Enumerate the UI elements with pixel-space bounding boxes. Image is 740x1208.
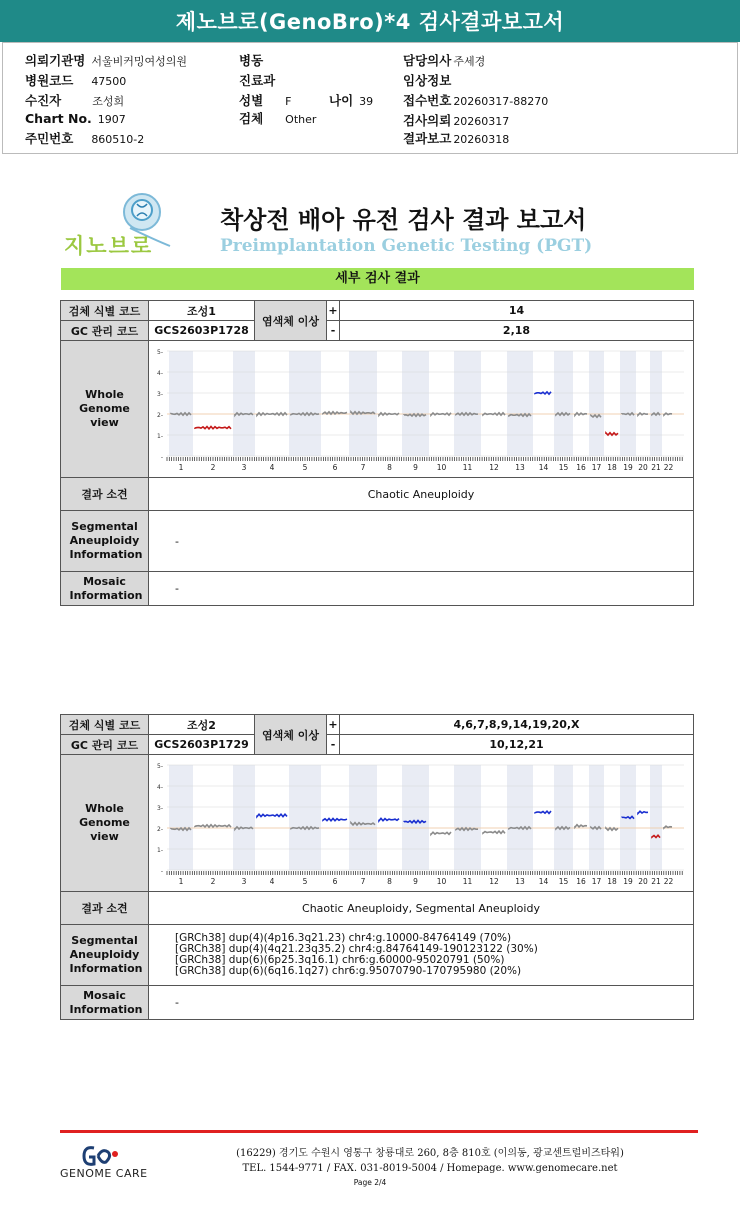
x-tick-label: 13 bbox=[515, 877, 525, 886]
y-tick-label: 3- bbox=[157, 391, 163, 398]
copy-number-segment bbox=[257, 413, 287, 415]
chrom-band bbox=[233, 351, 255, 456]
sex-value: F bbox=[285, 95, 292, 108]
x-tick-label: 4 bbox=[269, 877, 275, 886]
page-number: Page 2/4 bbox=[353, 1178, 387, 1187]
mosaic-label-text: Mosaic Information bbox=[69, 574, 143, 602]
wgv-label bbox=[61, 341, 149, 478]
loss-value: 2,18 bbox=[340, 321, 694, 341]
gain-value: 4,6,7,8,9,14,19,20,X bbox=[340, 715, 694, 735]
x-tick-label: 18 bbox=[607, 463, 617, 472]
chart-label: Chart No. bbox=[25, 111, 92, 126]
segmental-line: [GRCh38] dup(6)(6q16.1q27) chr6:g.95070790-170795980 (20%) bbox=[175, 965, 522, 977]
x-tick-label: 16 bbox=[576, 463, 586, 472]
finding-label: 결과 소견 bbox=[61, 478, 149, 511]
y-tick-label: 5- bbox=[157, 349, 163, 356]
copy-number-segment bbox=[606, 433, 618, 435]
sample-table-1 bbox=[60, 300, 694, 606]
x-tick-label: 20 bbox=[638, 463, 648, 472]
chart-value: 1907 bbox=[97, 113, 126, 126]
finding-value: Chaotic Aneuploidy bbox=[149, 478, 694, 511]
x-tick-label: 6 bbox=[332, 877, 338, 886]
logo-text: 지노브로 bbox=[64, 234, 154, 258]
chrom-abnormal-label: 염색체 이상 bbox=[255, 715, 327, 755]
x-tick-label: 9 bbox=[413, 877, 418, 886]
result-row bbox=[403, 129, 509, 147]
age-row bbox=[329, 91, 373, 109]
wgv-label bbox=[61, 755, 149, 892]
ward-row bbox=[239, 51, 269, 69]
copy-number-segment bbox=[535, 811, 551, 813]
copy-number-segment bbox=[575, 413, 587, 415]
clinical-row bbox=[403, 71, 457, 89]
chrom-band bbox=[554, 765, 573, 870]
wgv-label-text: Whole Genome view bbox=[79, 388, 130, 429]
x-tick-label: 18 bbox=[607, 877, 617, 886]
y-tick-label: 5- bbox=[157, 763, 163, 770]
hospital-code-label: 병원코드 bbox=[25, 73, 74, 88]
report-header-bar bbox=[0, 0, 740, 42]
x-tick-label: 7 bbox=[360, 877, 366, 886]
loss-sign: - bbox=[327, 321, 340, 341]
copy-number-segment bbox=[257, 814, 287, 816]
segmental-label bbox=[61, 925, 149, 986]
chrom-band bbox=[349, 351, 377, 456]
whole-genome-chart bbox=[149, 341, 694, 474]
dept-label: 진료과 bbox=[239, 73, 276, 88]
sample-table-2 bbox=[60, 714, 694, 1020]
result-value: 20260318 bbox=[453, 133, 510, 146]
x-tick-label: 12 bbox=[489, 463, 499, 472]
copy-number-segment bbox=[638, 811, 648, 813]
chrom-band bbox=[289, 765, 321, 870]
hospital-code-row bbox=[25, 71, 126, 89]
segmental-value: - bbox=[149, 511, 694, 572]
x-tick-label: 8 bbox=[387, 877, 392, 886]
copy-number-segment bbox=[431, 832, 451, 834]
chrom-band bbox=[589, 765, 604, 870]
x-tick-label: 3 bbox=[241, 463, 247, 472]
gain-sign: + bbox=[327, 715, 340, 735]
wgv-label-text: Whole Genome view bbox=[79, 802, 130, 843]
mosaic-label bbox=[61, 572, 149, 606]
request-label: 검사의뢰 bbox=[403, 113, 452, 128]
x-tick-label: 10 bbox=[436, 463, 447, 472]
copy-number-segment bbox=[195, 825, 231, 827]
copy-number-segment bbox=[575, 825, 587, 827]
patient-info-box bbox=[2, 42, 738, 154]
x-tick-label: 22 bbox=[663, 877, 674, 886]
segmental-label-text: Segmental Aneuploidy Information bbox=[69, 520, 143, 561]
clinical-label: 임상정보 bbox=[403, 73, 452, 88]
x-tick-label: 4 bbox=[269, 463, 275, 472]
y-tick-label: 3- bbox=[157, 805, 163, 812]
gc-code-value: GCS2603P1729 bbox=[149, 735, 255, 755]
copy-number-segment bbox=[664, 413, 672, 415]
genome-care-name: GENOME CARE bbox=[60, 1167, 148, 1180]
chrom-band bbox=[169, 351, 193, 456]
x-tick-label: 22 bbox=[663, 463, 674, 472]
patient-value: 조성희 bbox=[92, 95, 125, 108]
copy-number-segment bbox=[483, 413, 505, 415]
chrom-band bbox=[507, 765, 533, 870]
mosaic-value: - bbox=[149, 572, 694, 606]
hospital-code-value: 47500 bbox=[91, 75, 127, 88]
receipt-value: 20260317-88270 bbox=[453, 95, 549, 108]
segmental-line: [GRCh38] dup(4)(4p16.3q21.23) chr4:g.10000-84764149 (70%) bbox=[175, 932, 512, 944]
chrom-band bbox=[507, 351, 533, 456]
gc-code-value: GCS2603P1728 bbox=[149, 321, 255, 341]
gc-code-label: GC 관리 코드 bbox=[61, 735, 149, 755]
ward-label: 병동 bbox=[239, 53, 264, 68]
genobro-logo bbox=[60, 190, 175, 260]
specimen-label: 검체 bbox=[239, 111, 264, 126]
copy-number-segment bbox=[323, 412, 347, 414]
segmental-label bbox=[61, 511, 149, 572]
footer-divider bbox=[60, 1130, 698, 1133]
x-tick-label: 2 bbox=[210, 463, 216, 472]
request-value: 20260317 bbox=[453, 115, 510, 128]
report-title: 제노브로(GenoBro)*4 검사결과보고서 bbox=[175, 10, 565, 34]
whole-genome-chart bbox=[149, 755, 694, 888]
x-tick-label: 19 bbox=[623, 877, 633, 886]
copy-number-segment bbox=[431, 413, 451, 415]
chrom-band bbox=[289, 351, 321, 456]
wgv-cell bbox=[149, 341, 694, 478]
receipt-row bbox=[403, 91, 548, 109]
copy-number-segment bbox=[379, 413, 399, 415]
segmental-value bbox=[149, 925, 694, 986]
y-tick-label: 1- bbox=[157, 847, 163, 854]
dept-row bbox=[239, 71, 281, 89]
copy-number-segment bbox=[195, 426, 231, 428]
x-tick-label: 1 bbox=[178, 463, 184, 472]
x-tick-label: 9 bbox=[413, 463, 418, 472]
x-tick-label: 13 bbox=[515, 463, 525, 472]
y-tick-label: 4- bbox=[157, 784, 163, 791]
id-row bbox=[25, 129, 144, 147]
chrom-band bbox=[454, 351, 481, 456]
x-tick-label: 15 bbox=[558, 463, 569, 472]
mosaic-label bbox=[61, 986, 149, 1020]
finding-label: 결과 소견 bbox=[61, 892, 149, 925]
y-tick-label: 1- bbox=[157, 433, 163, 440]
heading-korean: 착상전 배아 유전 검사 결과 보고서 bbox=[220, 206, 587, 234]
x-tick-label: 5 bbox=[302, 463, 308, 472]
x-tick-label: 2 bbox=[210, 877, 216, 886]
loss-sign: - bbox=[327, 735, 340, 755]
genome-care-logo-icon bbox=[58, 1142, 158, 1170]
chrom-abnormal-label: 염색체 이상 bbox=[255, 301, 327, 341]
institution-value: 서울비커밍여성의원 bbox=[91, 55, 188, 68]
y-tick-label: - bbox=[160, 454, 163, 461]
footer-contact: TEL. 1544-9771 / FAX. 031-8019-5004 / Homepage. www.genomecare.net bbox=[242, 1163, 618, 1174]
id-value: 860510-2 bbox=[91, 133, 145, 146]
request-row bbox=[403, 111, 509, 129]
chrom-band bbox=[402, 765, 429, 870]
result-label: 결과보고 bbox=[403, 131, 452, 146]
copy-number-segment bbox=[535, 392, 551, 394]
receipt-label: 접수번호 bbox=[403, 93, 452, 108]
mosaic-value: - bbox=[149, 986, 694, 1020]
sample-id-value: 조성2 bbox=[149, 715, 255, 735]
x-tick-label: 3 bbox=[241, 877, 247, 886]
x-tick-label: 1 bbox=[178, 877, 184, 886]
section-title: 세부 검사 결과 bbox=[61, 268, 694, 290]
footer-text bbox=[220, 1146, 640, 1176]
x-tick-label: 10 bbox=[436, 877, 447, 886]
x-tick-label: 11 bbox=[462, 463, 473, 472]
sample-id-value: 조성1 bbox=[149, 301, 255, 321]
age-value: 39 bbox=[359, 95, 374, 108]
x-tick-label: 21 bbox=[651, 877, 661, 886]
copy-number-segment bbox=[379, 818, 399, 820]
loss-value: 10,12,21 bbox=[340, 735, 694, 755]
chrom-band bbox=[233, 765, 255, 870]
doctor-value: 주세경 bbox=[453, 55, 486, 68]
x-tick-label: 21 bbox=[651, 463, 661, 472]
x-tick-label: 14 bbox=[538, 463, 549, 472]
chrom-band bbox=[454, 765, 481, 870]
x-tick-label: 17 bbox=[591, 463, 602, 472]
specimen-value: Other bbox=[285, 113, 317, 126]
chrom-band bbox=[589, 351, 604, 456]
copy-number-segment bbox=[483, 831, 505, 833]
chrom-band bbox=[402, 351, 429, 456]
institution-label: 의뢰기관명 bbox=[25, 53, 86, 68]
heading-english: Preimplantation Genetic Testing (PGT) bbox=[220, 236, 593, 256]
patient-label: 수진자 bbox=[25, 93, 62, 108]
chrom-band bbox=[349, 765, 377, 870]
x-tick-label: 7 bbox=[360, 463, 366, 472]
chrom-band bbox=[620, 351, 636, 456]
footer-address: (16229) 경기도 수원시 영통구 창룡대로 260, 8층 810호 (이의동, 광교센트럴비즈타워) bbox=[236, 1148, 624, 1159]
id-label: 주민번호 bbox=[25, 131, 74, 146]
mosaic-label-text: Mosaic Information bbox=[69, 988, 143, 1016]
institution-row bbox=[25, 51, 187, 69]
y-tick-label: 4- bbox=[157, 370, 163, 377]
patient-row bbox=[25, 91, 124, 109]
chrom-band bbox=[554, 351, 573, 456]
doctor-label: 담당의사 bbox=[403, 53, 452, 68]
chrom-band bbox=[650, 351, 662, 456]
specimen-row bbox=[239, 109, 316, 127]
x-tick-label: 17 bbox=[591, 877, 602, 886]
finding-value: Chaotic Aneuploidy, Segmental Aneuploidy bbox=[149, 892, 694, 925]
y-tick-label: 2- bbox=[157, 412, 163, 419]
wgv-cell bbox=[149, 755, 694, 892]
y-tick-label: - bbox=[160, 868, 163, 875]
x-tick-label: 14 bbox=[538, 877, 549, 886]
x-tick-label: 5 bbox=[302, 877, 308, 886]
x-tick-label: 16 bbox=[576, 877, 586, 886]
y-tick-label: 2- bbox=[157, 826, 163, 833]
segmental-line: [GRCh38] dup(6)(6p25.3q16.1) chr6:g.60000-95020791 (50%) bbox=[175, 954, 505, 966]
sample-id-label: 검체 식별 코드 bbox=[61, 301, 149, 321]
x-tick-label: 15 bbox=[558, 877, 569, 886]
age-label: 나이 bbox=[329, 93, 354, 108]
gain-value: 14 bbox=[340, 301, 694, 321]
copy-number-segment bbox=[638, 413, 648, 415]
x-tick-label: 6 bbox=[332, 463, 338, 472]
chrom-band bbox=[650, 765, 662, 870]
gain-sign: + bbox=[327, 301, 340, 321]
x-tick-label: 19 bbox=[623, 463, 633, 472]
segmental-line: [GRCh38] dup(4)(4q21.23q35.2) chr4:g.84764149-190123122 (30%) bbox=[175, 943, 538, 955]
x-tick-label: 12 bbox=[489, 877, 499, 886]
x-tick-label: 20 bbox=[638, 877, 648, 886]
sex-label: 성별 bbox=[239, 93, 264, 108]
chrom-band bbox=[169, 765, 193, 870]
doctor-row bbox=[403, 51, 485, 69]
copy-number-segment bbox=[323, 818, 347, 820]
x-tick-label: 11 bbox=[462, 877, 473, 886]
segmental-label-text: Segmental Aneuploidy Information bbox=[69, 934, 143, 975]
chart-row bbox=[25, 111, 126, 126]
x-tick-label: 8 bbox=[387, 463, 392, 472]
sex-row bbox=[239, 91, 291, 109]
sample-id-label: 검체 식별 코드 bbox=[61, 715, 149, 735]
gc-code-label: GC 관리 코드 bbox=[61, 321, 149, 341]
